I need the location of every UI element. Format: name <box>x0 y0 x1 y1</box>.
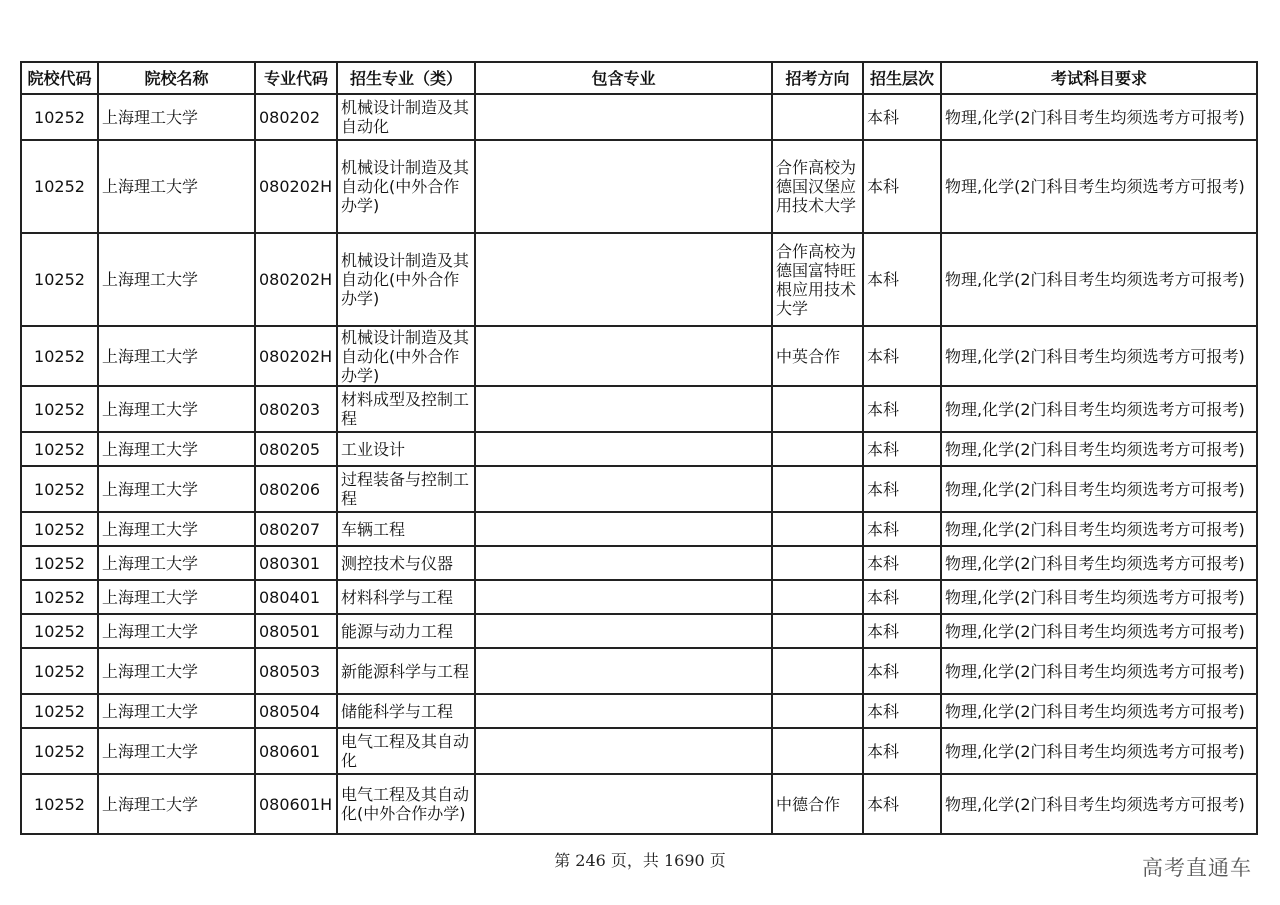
direction-cell <box>772 728 863 774</box>
major-name-cell: 能源与动力工程 <box>337 614 475 648</box>
major-name-cell: 机械设计制造及其自动化 <box>337 94 475 140</box>
subject-requirements-cell: 物理,化学(2门科目考生均须选考方可报考) <box>941 140 1257 233</box>
level-cell: 本科 <box>863 233 941 326</box>
school-code-cell: 10252 <box>21 94 98 140</box>
level-cell: 本科 <box>863 728 941 774</box>
table-row <box>21 512 1257 546</box>
major-code-cell: 080205 <box>255 432 337 466</box>
included-majors-cell <box>475 140 772 233</box>
level-cell: 本科 <box>863 386 941 432</box>
subject-requirements-cell: 物理,化学(2门科目考生均须选考方可报考) <box>941 614 1257 648</box>
included-majors-cell <box>475 512 772 546</box>
major-code-cell: 080202H <box>255 233 337 326</box>
school-name-cell: 上海理工大学 <box>98 546 255 580</box>
table-row <box>21 233 1257 326</box>
direction-cell <box>772 580 863 614</box>
table-row <box>21 728 1257 774</box>
school-name-cell: 上海理工大学 <box>98 728 255 774</box>
admissions-table <box>20 61 1258 835</box>
school-code-cell: 10252 <box>21 466 98 512</box>
school-code-cell: 10252 <box>21 694 98 728</box>
table-row <box>21 580 1257 614</box>
included-majors-cell <box>475 694 772 728</box>
subject-requirements-cell: 物理,化学(2门科目考生均须选考方可报考) <box>941 774 1257 834</box>
school-code-cell: 10252 <box>21 546 98 580</box>
table-row <box>21 386 1257 432</box>
header-major: 招生专业（类） <box>337 62 475 94</box>
included-majors-cell <box>475 432 772 466</box>
school-code-cell: 10252 <box>21 774 98 834</box>
school-code-cell: 10252 <box>21 580 98 614</box>
level-cell: 本科 <box>863 580 941 614</box>
school-code-cell: 10252 <box>21 140 98 233</box>
header-subject-requirements: 考试科目要求 <box>941 62 1257 94</box>
school-name-cell: 上海理工大学 <box>98 94 255 140</box>
level-cell: 本科 <box>863 512 941 546</box>
major-code-cell: 080203 <box>255 386 337 432</box>
school-name-cell: 上海理工大学 <box>98 580 255 614</box>
included-majors-cell <box>475 233 772 326</box>
included-majors-cell <box>475 94 772 140</box>
school-name-cell: 上海理工大学 <box>98 614 255 648</box>
school-code-cell: 10252 <box>21 432 98 466</box>
major-name-cell: 电气工程及其自动化 <box>337 728 475 774</box>
table-row <box>21 694 1257 728</box>
major-name-cell: 测控技术与仪器 <box>337 546 475 580</box>
header-direction: 招考方向 <box>772 62 863 94</box>
subject-requirements-cell: 物理,化学(2门科目考生均须选考方可报考) <box>941 386 1257 432</box>
subject-requirements-cell: 物理,化学(2门科目考生均须选考方可报考) <box>941 233 1257 326</box>
direction-cell: 中德合作 <box>772 774 863 834</box>
major-code-cell: 080501 <box>255 614 337 648</box>
subject-requirements-cell: 物理,化学(2门科目考生均须选考方可报考) <box>941 94 1257 140</box>
major-name-cell: 电气工程及其自动化(中外合作办学) <box>337 774 475 834</box>
school-name-cell: 上海理工大学 <box>98 140 255 233</box>
school-name-cell: 上海理工大学 <box>98 648 255 694</box>
included-majors-cell <box>475 648 772 694</box>
subject-requirements-cell: 物理,化学(2门科目考生均须选考方可报考) <box>941 326 1257 386</box>
school-code-cell: 10252 <box>21 648 98 694</box>
major-code-cell: 080503 <box>255 648 337 694</box>
table-row <box>21 94 1257 140</box>
subject-requirements-cell: 物理,化学(2门科目考生均须选考方可报考) <box>941 580 1257 614</box>
included-majors-cell <box>475 546 772 580</box>
major-name-cell: 工业设计 <box>337 432 475 466</box>
direction-cell <box>772 466 863 512</box>
school-name-cell: 上海理工大学 <box>98 233 255 326</box>
major-name-cell: 材料成型及控制工程 <box>337 386 475 432</box>
level-cell: 本科 <box>863 326 941 386</box>
school-name-cell: 上海理工大学 <box>98 512 255 546</box>
school-code-cell: 10252 <box>21 386 98 432</box>
table-row <box>21 774 1257 834</box>
level-cell: 本科 <box>863 432 941 466</box>
major-name-cell: 机械设计制造及其自动化(中外合作办学) <box>337 140 475 233</box>
direction-cell <box>772 648 863 694</box>
header-school-code: 院校代码 <box>21 62 98 94</box>
level-cell: 本科 <box>863 774 941 834</box>
major-code-cell: 080301 <box>255 546 337 580</box>
major-name-cell: 机械设计制造及其自动化(中外合作办学) <box>337 326 475 386</box>
major-name-cell: 机械设计制造及其自动化(中外合作办学) <box>337 233 475 326</box>
direction-cell <box>772 614 863 648</box>
header-school-name: 院校名称 <box>98 62 255 94</box>
subject-requirements-cell: 物理,化学(2门科目考生均须选考方可报考) <box>941 546 1257 580</box>
level-cell: 本科 <box>863 546 941 580</box>
included-majors-cell <box>475 580 772 614</box>
level-cell: 本科 <box>863 614 941 648</box>
header-level: 招生层次 <box>863 62 941 94</box>
school-code-cell: 10252 <box>21 326 98 386</box>
school-name-cell: 上海理工大学 <box>98 386 255 432</box>
subject-requirements-cell: 物理,化学(2门科目考生均须选考方可报考) <box>941 466 1257 512</box>
table-row <box>21 466 1257 512</box>
direction-cell: 合作高校为德国富特旺根应用技术大学 <box>772 233 863 326</box>
major-name-cell: 材料科学与工程 <box>337 580 475 614</box>
direction-cell: 中英合作 <box>772 326 863 386</box>
direction-cell <box>772 386 863 432</box>
table-row <box>21 326 1257 386</box>
school-name-cell: 上海理工大学 <box>98 432 255 466</box>
school-name-cell: 上海理工大学 <box>98 694 255 728</box>
major-code-cell: 080401 <box>255 580 337 614</box>
major-code-cell: 080207 <box>255 512 337 546</box>
header-row <box>21 62 1257 94</box>
major-name-cell: 储能科学与工程 <box>337 694 475 728</box>
school-code-cell: 10252 <box>21 614 98 648</box>
major-code-cell: 080202H <box>255 140 337 233</box>
direction-cell <box>772 432 863 466</box>
school-name-cell: 上海理工大学 <box>98 774 255 834</box>
included-majors-cell <box>475 466 772 512</box>
subject-requirements-cell: 物理,化学(2门科目考生均须选考方可报考) <box>941 728 1257 774</box>
level-cell: 本科 <box>863 94 941 140</box>
direction-cell: 合作高校为德国汉堡应用技术大学 <box>772 140 863 233</box>
major-code-cell: 080202H <box>255 326 337 386</box>
level-cell: 本科 <box>863 140 941 233</box>
direction-cell <box>772 546 863 580</box>
included-majors-cell <box>475 386 772 432</box>
table-row <box>21 140 1257 233</box>
direction-cell <box>772 512 863 546</box>
included-majors-cell <box>475 614 772 648</box>
school-name-cell: 上海理工大学 <box>98 326 255 386</box>
major-code-cell: 080601H <box>255 774 337 834</box>
level-cell: 本科 <box>863 648 941 694</box>
major-name-cell: 新能源科学与工程 <box>337 648 475 694</box>
school-code-cell: 10252 <box>21 728 98 774</box>
direction-cell <box>772 94 863 140</box>
school-code-cell: 10252 <box>21 233 98 326</box>
table-row <box>21 648 1257 694</box>
level-cell: 本科 <box>863 694 941 728</box>
major-name-cell: 车辆工程 <box>337 512 475 546</box>
major-code-cell: 080601 <box>255 728 337 774</box>
included-majors-cell <box>475 728 772 774</box>
direction-cell <box>772 694 863 728</box>
major-code-cell: 080206 <box>255 466 337 512</box>
school-code-cell: 10252 <box>21 512 98 546</box>
school-name-cell: 上海理工大学 <box>98 466 255 512</box>
major-name-cell: 过程装备与控制工程 <box>337 466 475 512</box>
subject-requirements-cell: 物理,化学(2门科目考生均须选考方可报考) <box>941 648 1257 694</box>
major-code-cell: 080202 <box>255 94 337 140</box>
included-majors-cell <box>475 774 772 834</box>
header-included-majors: 包含专业 <box>475 62 772 94</box>
subject-requirements-cell: 物理,化学(2门科目考生均须选考方可报考) <box>941 432 1257 466</box>
table-row <box>21 432 1257 466</box>
major-code-cell: 080504 <box>255 694 337 728</box>
included-majors-cell <box>475 326 772 386</box>
subject-requirements-cell: 物理,化学(2门科目考生均须选考方可报考) <box>941 512 1257 546</box>
page-number: 第 246 页，共 1690 页 <box>554 851 726 870</box>
header-major-code: 专业代码 <box>255 62 337 94</box>
table-row <box>21 546 1257 580</box>
level-cell: 本科 <box>863 466 941 512</box>
table-row <box>21 614 1257 648</box>
subject-requirements-cell: 物理,化学(2门科目考生均须选考方可报考) <box>941 694 1257 728</box>
watermark-logo: 高考直通车 <box>1142 856 1252 880</box>
